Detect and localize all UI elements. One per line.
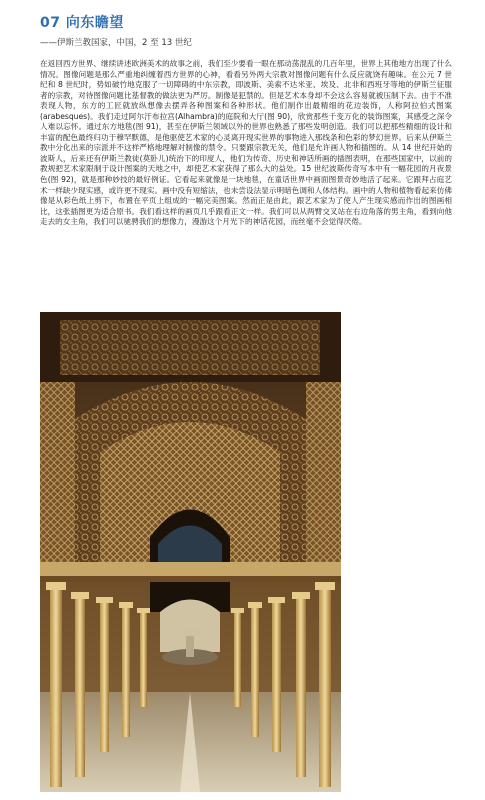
- body-text: [40, 59, 452, 228]
- body-paragraph: 在返回西方世界、继续讲述欧洲美术的故事之前，我们至少要看一眼在那动荡混乱的几百年里，世界上其他地方出现了什么情况。图像问题是那么严重地纠缠着西方世界的心神，看看另外两大宗教对图像问题有什么反应就饶有趣味。在公元 7 世纪和 8 世纪时，势如破竹地克服了一切障碍的中东宗教，即波斯、美索不达米亚、埃及、北非和西班牙等地的伊斯兰征服者的宗教，对待图像问题比基督教的做法更为严厉。制像是犯禁的。但是艺术本身却不会这么容易就被压制下去。由于不准表现人物，东方的工匠就放纵想像去摆弄各种图案和各种形状。他们制作出最精细的花边装饰，人称阿拉伯式图案(arabesques)。我们走过阿尔汗布拉宫(Alhambra)的庭院和大厅(图 90)，欣赏那些千变万化的装饰图案，其感受之深令人难以忘怀。通过东方地毯(图 91)，甚至在伊斯兰领域以外的世界也熟悉了那些发明创造。我们可以把那些精细的设计和丰富的配色最终归功于穆罕默德，是他驱使艺术家的心灵离开现实世界的事物进入那线条和色彩的梦幻世界。后来从伊斯兰教中分化出来的宗派并不这样严格地理解对制像的禁令。只要跟宗教无关，他们是允许画人物和插图的。从 14 世纪开始的波斯人，后来还有伊斯兰教徒(莫卧儿)统治下的印度人，他们为传奇、历史和神话所画的插图表明，在那些国家中，以前的教规把艺术家限制于设计图案的天地之中，却使艺术家获得了那么大的益处。15 世纪波斯传奇写本中有一幅花园的月夜景色(图 92)，就是那种妙技的最好例证。它看起来就像是一块地毯，在童话世界中画面图景奇妙地活了起来。它跟拜占庭艺术一样缺少现实感，或许更不现实。画中没有短缩法，也未尝设法显示明暗色调和人体结构。画中的人物和植物看起来仿佛像是从彩色纸上剪下，布置在平页上组成的一幅完美图案。然而正是由此，跟艺术家为了使人产生现实感而作出的图画相比，这张插图更为适合原书。我们看这样的画页几乎跟看正文一样。我们可以从两臂交叉站在右边角落的男主角，看到向他走去的女主角，我们可以驰骋我们的想像力，漫游这个月光下的神话花园，而丝毫不会觉得厌倦。: [40, 59, 452, 227]
- chapter-subtitle: ——伊斯兰教国家，中国，2 至 13 世纪: [40, 38, 192, 48]
- chapter-title: 07 向东瞻望: [40, 15, 124, 31]
- courtyard-photo: [40, 312, 341, 792]
- courtyard-illustration: [40, 312, 341, 792]
